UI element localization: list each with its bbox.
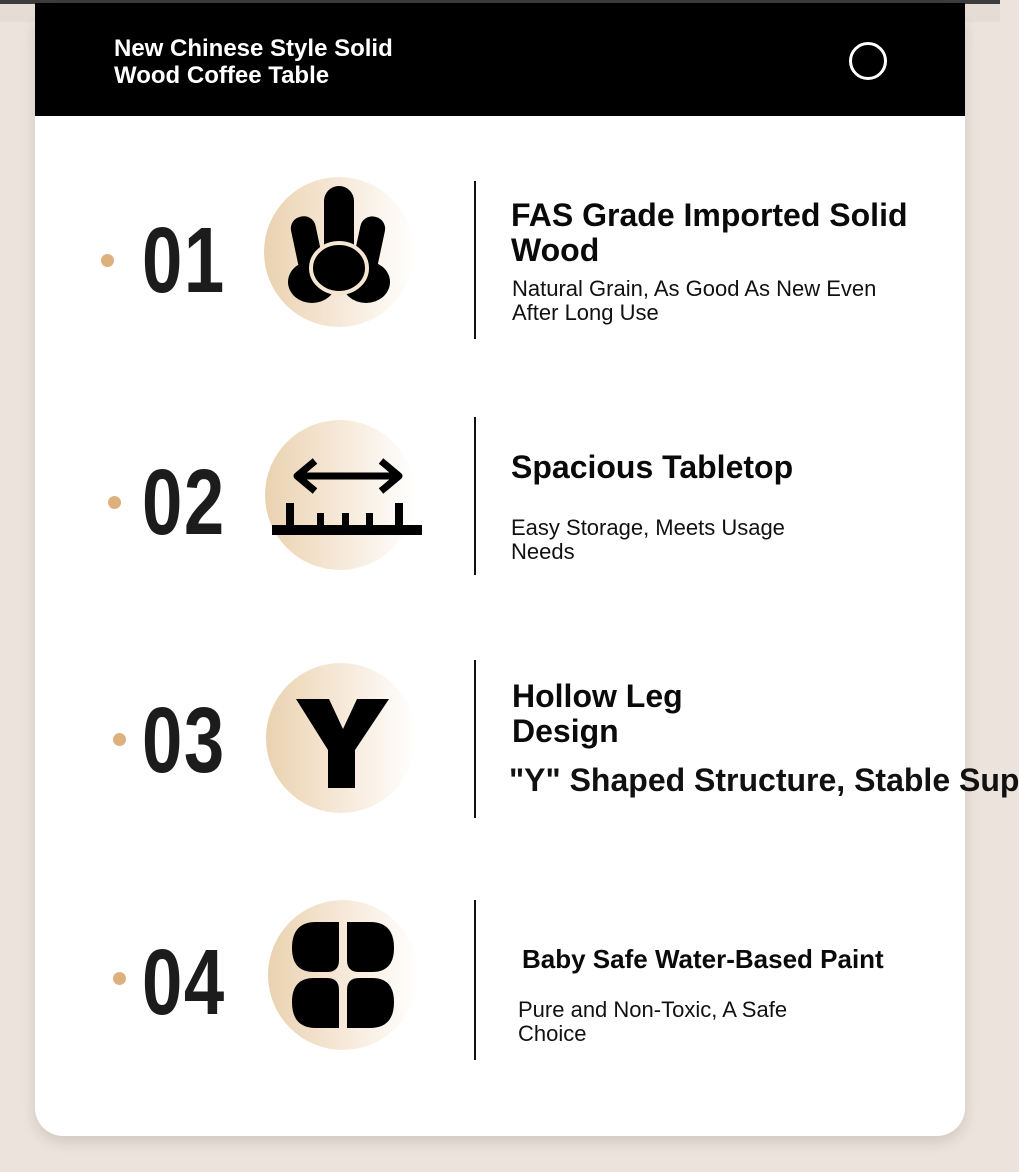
product-feature-card <box>35 3 1019 1136</box>
feature-number: 03 <box>142 688 226 792</box>
card-header <box>35 3 965 116</box>
accent-dot <box>113 733 126 746</box>
feature-description: Natural Grain, As Good As New Even After Long Use <box>512 276 877 325</box>
accent-dot <box>113 972 126 985</box>
circle-icon[interactable] <box>849 42 887 80</box>
feature-item-3 <box>35 665 1019 825</box>
feature-divider <box>474 900 476 1060</box>
four-petal-icon <box>268 900 418 1050</box>
feature-title: Hollow Leg Design <box>512 678 683 749</box>
feature-item-4 <box>35 900 965 1060</box>
product-title: New Chinese Style Solid Wood Coffee Table <box>114 35 393 89</box>
accent-dot <box>108 496 121 509</box>
feature-description: Easy Storage, Meets Usage Needs <box>511 515 785 564</box>
feature-item-2 <box>35 420 965 580</box>
feature-number: 01 <box>142 208 226 312</box>
ruler-arrow-icon <box>265 420 415 570</box>
wood-logs-icon <box>264 177 414 327</box>
feature-description: Pure and Non-Toxic, A Safe Choice <box>518 997 788 1046</box>
feature-title: Spacious Tabletop <box>511 449 794 485</box>
feature-number: 04 <box>142 930 226 1034</box>
feature-divider <box>474 660 476 818</box>
feature-number: 02 <box>142 450 226 554</box>
feature-item-1 <box>35 178 965 338</box>
accent-dot <box>101 254 114 267</box>
feature-divider <box>474 417 476 575</box>
feature-title: FAS Grade Imported Solid Wood <box>511 197 908 268</box>
feature-description: "Y" Shaped Structure, Stable Sup <box>509 762 1019 798</box>
letter-y-icon <box>266 663 416 813</box>
feature-divider <box>474 181 476 339</box>
feature-title: Baby Safe Water-Based Paint <box>522 944 884 974</box>
